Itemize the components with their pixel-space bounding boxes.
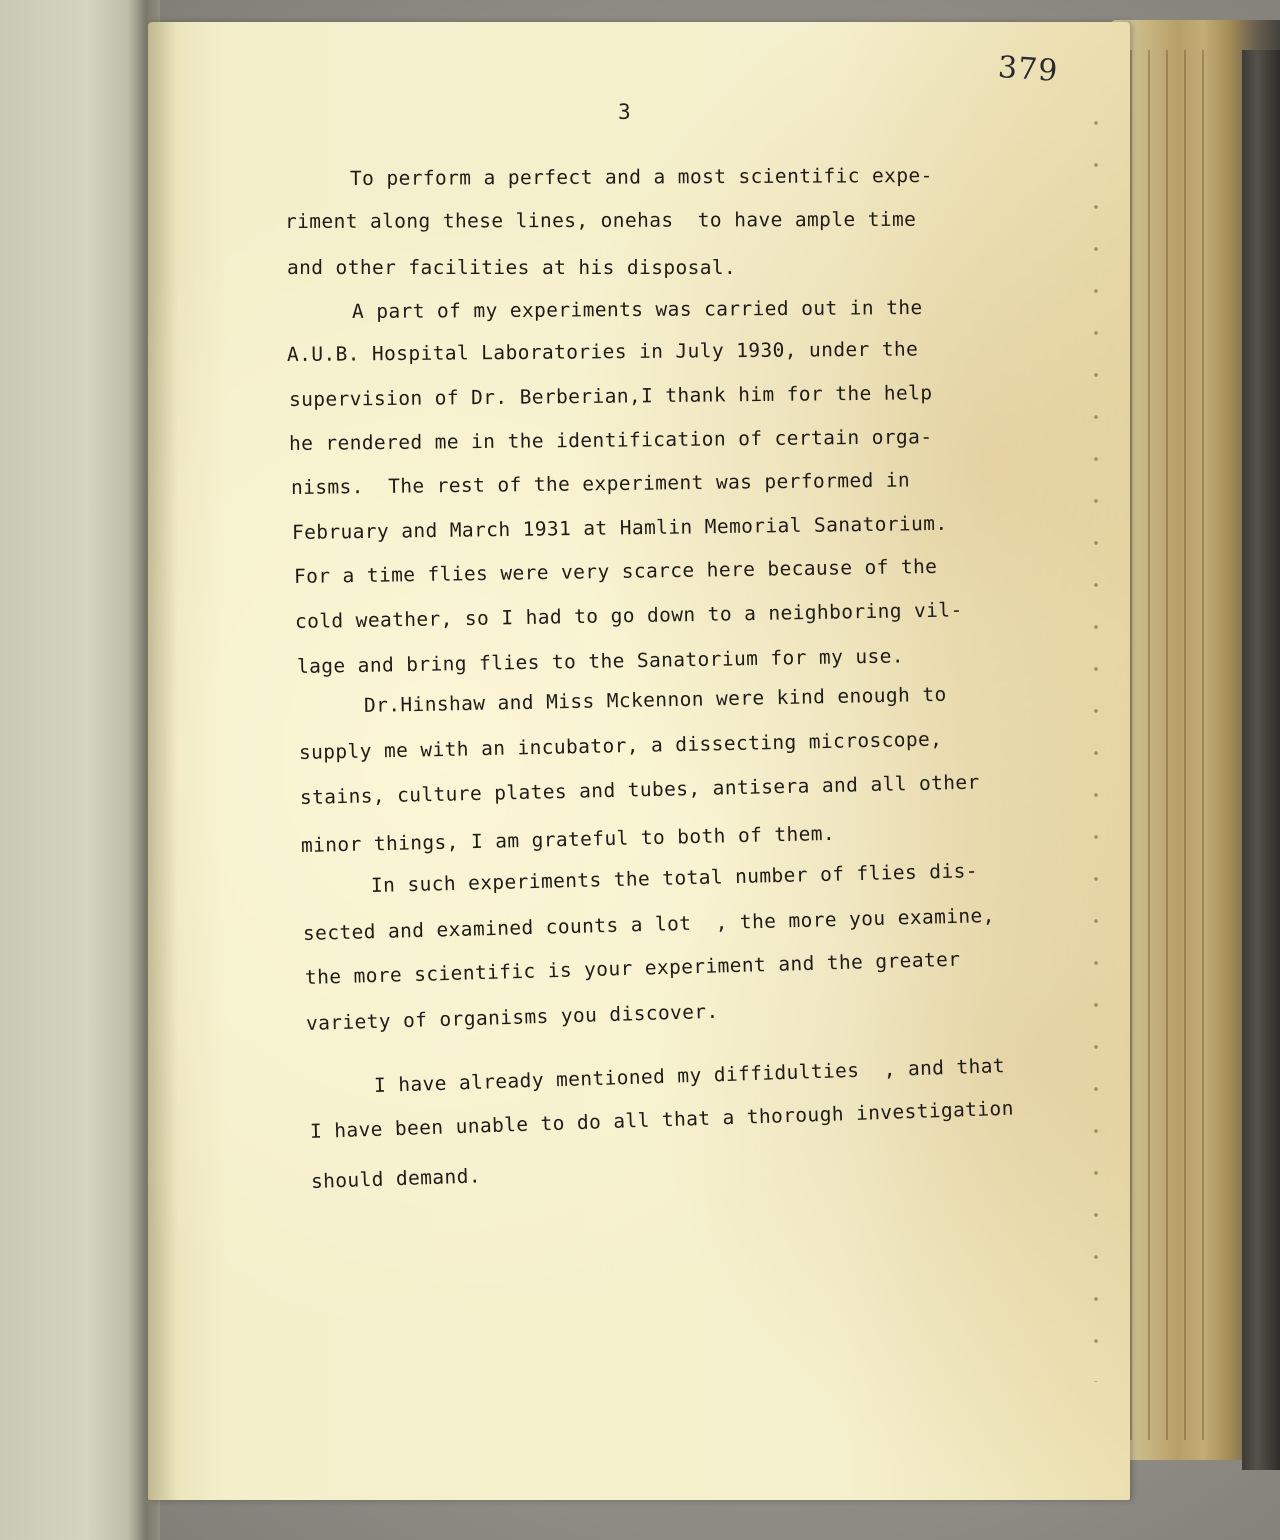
- leaf-edge: [1166, 50, 1168, 1440]
- left-facing-page: [0, 0, 160, 1540]
- text-line: sected and examined counts a lot , the more you examine,: [302, 903, 996, 945]
- text-line: and other facilities at his disposal.: [287, 256, 737, 279]
- text-line: To perform a perfect and a most scientific expe-: [349, 163, 933, 190]
- page-stack-edge: [1110, 20, 1280, 1460]
- text-line: supervision of Dr. Berberian,I thank him for the help: [288, 381, 933, 411]
- text-line: A part of my experiments was carried out in the: [351, 296, 923, 323]
- typed-page: [148, 22, 1130, 1500]
- page-number: 3: [618, 100, 631, 124]
- text-line: Dr.Hinshaw and Miss Mckennon were kind enough to: [363, 682, 947, 717]
- text-line: supply me with an incubator, a dissecting microscope,: [298, 727, 943, 764]
- leaf-edge: [1184, 50, 1186, 1440]
- leaf-edge: [1148, 50, 1150, 1440]
- spine-shadow: [148, 22, 178, 1500]
- text-line: he rendered me in the identification of certain orga-: [288, 425, 933, 455]
- text-line: stains, culture plates and tubes, antisera and all other: [299, 770, 980, 809]
- text-line: should demand.: [310, 1164, 482, 1193]
- text-line: I have been unable to do all that a thorough investigation: [309, 1096, 1015, 1143]
- book-binding: [1242, 50, 1280, 1470]
- text-line: lage and bring flies to the Sanatorium for my use.: [296, 644, 905, 678]
- text-line: nisms. The rest of the experiment was performed in: [290, 468, 911, 499]
- text-line: In such experiments the total number of flies dis-: [370, 859, 979, 897]
- text-line: A.U.B. Hospital Laboratories in July 1930, under the: [286, 337, 919, 366]
- text-line: minor things, I am grateful to both of them.: [300, 821, 836, 857]
- text-line: I have already mentioned my diffidulties , and that: [373, 1054, 1006, 1097]
- text-line: For a time flies were very scarce here because of the: [293, 554, 938, 588]
- text-line: February and March 1931 at Hamlin Memorial Sanatorium.: [291, 511, 948, 544]
- perforation-holes: [1092, 102, 1100, 1382]
- text-line: the more scientific is your experiment and the greater: [304, 947, 961, 989]
- text-line: riment along these lines, onehas to have ample time: [284, 207, 917, 233]
- archive-page-mark: 379: [996, 49, 1060, 90]
- text-line: cold weather, so I had to go down to a neighboring vil-: [294, 598, 963, 633]
- text-line: variety of organisms you discover.: [305, 999, 719, 1035]
- leaf-edge: [1202, 50, 1204, 1440]
- leaf-edge: [1130, 50, 1132, 1440]
